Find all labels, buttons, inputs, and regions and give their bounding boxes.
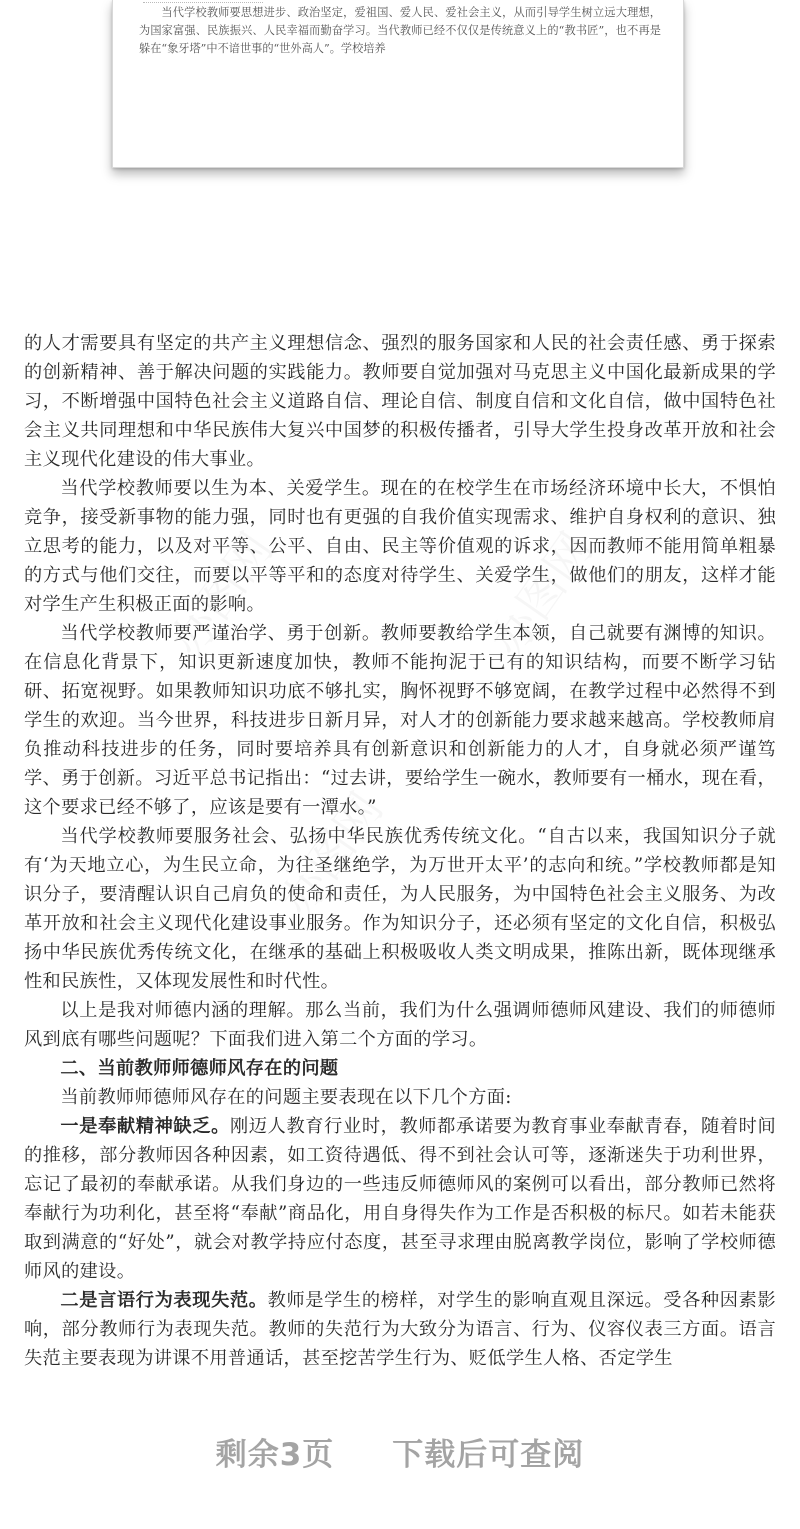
preview-cut-line [143,0,263,3]
download-prompt[interactable] [0,1426,800,1476]
section-heading: 二、当前教师师德师风存在的问题 [60,1058,339,1079]
paragraph: 当代学校教师要以生为本、关爱学生。现在的在校学生在市场经济环境中长大，不惧怕竞争，接受新事物的能力强，同时也有更强的自我价值实现需求、维护自身权利的意识、独立思考的能力，以及对平等、公平、自由、民主等价值观的诉求，因而教师不能用简单粗暴的方式与他们交往，而要以平等平和的态度对待学生、关爱学生，做他们的朋友，这样才能对学生产生积极正面的影响。 [24,478,776,615]
paragraph-text: 刚迈人教育行业时，教师都承诺要为教育事业奉献青春，随着时间的推移，部分教师因各种因素，如工资待遇低、得不到社会认可等，逐渐迷失于功利世界，忘记了最初的奉献承诺。从我们身边的一些违反师德师风的案例可以看出，部分教师已然将奉献行为功利化，甚至将“奉献”商品化，用自身得失作为工作是否积极的标尺。如若未能获取到满意的“好处”，就会对教学持应付态度，甚至寻求理由脱离教学岗位，影响了学校师德师风的建设。 [24,1116,776,1282]
paragraph: 当前教师师德师风存在的问题主要表现在以下几个方面: [60,1087,512,1108]
paragraph: 当代学校教师要服务社会、弘扬中华民族优秀传统文化。“自古以来，我国知识分子就有‘为天地立心，为生民立命，为往圣继绝学，为万世开太平’的志向和统。”学校教师都是知识分子，要清醒认识自己肩负的使命和责任，为人民服务，为中国特色社会主义服务、为改革开放和社会主义现代化建设事业服务。作为知识分子，还必须有坚定的文化自信，积极弘扬中华民族优秀传统文化，在继承的基础上积极吸收人类文明成果，推陈出新，既体现继承性和民族性，又体现发展性和时代性。 [24,826,776,992]
paragraph-lead: 二是言语行为表现失范。 [60,1290,268,1311]
download-to-view-label[interactable]: 下载后可查阅 [392,1436,585,1473]
paragraph: 的人才需要具有坚定的共产主义理想信念、强烈的服务国家和人民的社会责任感、勇于探索的创新精神、善于解决问题的实践能力。教师要自觉加强对马克思主义中国化最新成果的学习，不断增强中国特色社会主义道路自信、理论自信、制度自信和文化自信，做中国特色社会主义共同理想和中华民族伟大复兴中国梦的积极传播者，引导大学生投身改革开放和社会主义现代化建设的伟大事业。 [24,333,776,470]
paragraph [24,1286,776,1373]
paragraph: 以上是我对师德内涵的理解。那么当前，我们为什么强调师德师风建设、我们的师德师风到底有哪些问题呢？下面我们进入第二个方面的学习。 [24,1000,776,1050]
paragraph-lead: 一是奉献精神缺乏。 [60,1116,230,1137]
preview-page-card [112,0,684,168]
remaining-pages-label: 剩余3页 [215,1436,335,1473]
document-body [24,329,776,1373]
paragraph: 当代学校教师要严谨治学、勇于创新。教师要教给学生本领，自己就要有渊博的知识。在信息化背景下，知识更新速度加快，教师不能拘泥于已有的知识结构，而要不断学习钻研、拓宽视野。如果教师知识功底不够扎实，胸怀视野不够宽阔，在教学过程中必然得不到学生的欢迎。当今世界，科技进步日新月异，对人才的创新能力要求越来越高。学校教师肩负推动科技进步的任务，同时要培养具有创新意识和创新能力的人才，自身就必须严谨笃学、勇于创新。习近平总书记指出：“过去讲，要给学生一碗水，教师要有一桶水，现在看，这个要求已经不够了，应该是要有一潭水。” [24,623,776,818]
preview-text: 当代学校教师要思想进步、政治坚定，爱祖国、爱人民、爱社会主义，从而引导学生树立远大理想，为国家富强、民族振兴、人民幸福而勤奋学习。当代教师已经不仅仅是传统意义上的“教书匠”，也不再是躲在“象牙塔”中不谙世事的“世外高人”。学校培养 [139,6,661,55]
paragraph [24,1112,776,1286]
paragraph-text: 教师是学生的榜样，对学生的影响直观且深远。受各种因素影响，部分教师行为表现失范。教师的失范行为大致分为语言、行为、仪容仪表三方面。语言失范主要表现为讲课不用普通话，甚至挖苦学生行为、贬低学生人格、否定学生 [24,1290,776,1369]
